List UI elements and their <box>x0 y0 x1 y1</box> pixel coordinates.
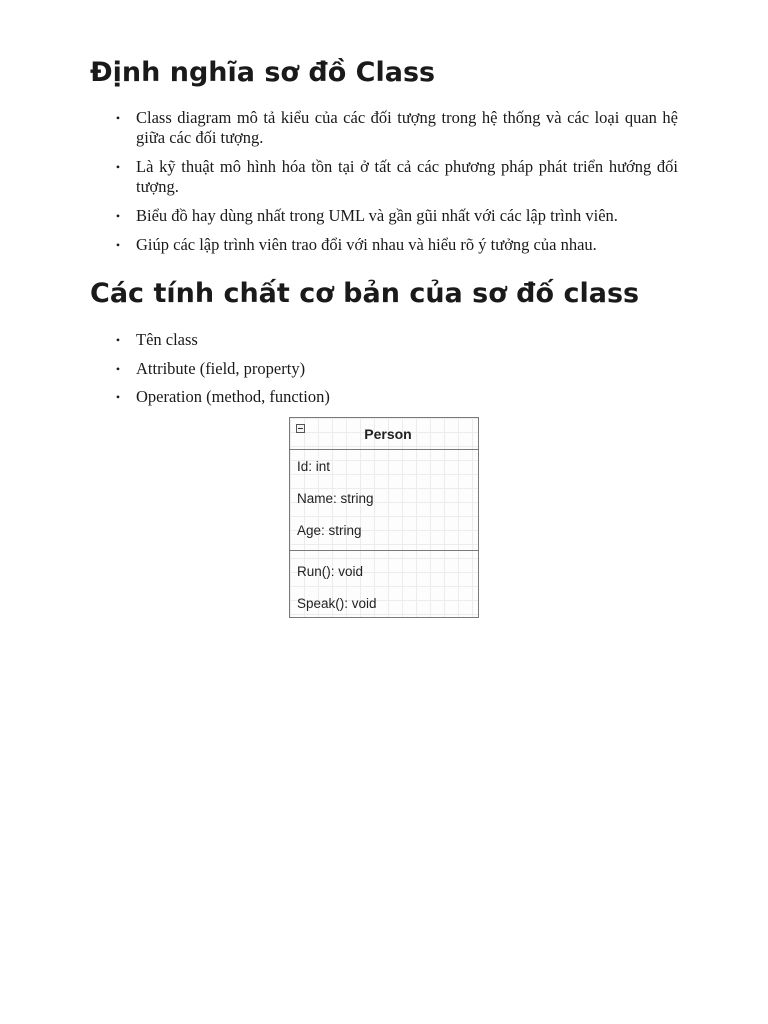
list-item-text: Là kỹ thuật mô hình hóa tồn tại ở tất cả các phương pháp phát triển hướng đối tượng. <box>136 157 678 196</box>
uml-attribute: Age: string <box>297 523 362 538</box>
bullet-icon: • <box>115 111 121 125</box>
list-item-text: Tên class <box>136 330 198 349</box>
list-item <box>112 359 678 379</box>
bullet-icon: • <box>115 238 121 252</box>
bullet-icon: • <box>115 333 121 347</box>
list-item-text: Biểu đồ hay dùng nhất trong UML và gần gũi nhất với các lập trình viên. <box>136 206 618 225</box>
uml-class-name: Person <box>364 426 412 442</box>
list-item <box>112 108 678 148</box>
uml-attributes-compartment <box>290 450 478 551</box>
list-item-text: Operation (method, function) <box>136 387 330 406</box>
list-item-text: Giúp các lập trình viên trao đổi với nhau và hiểu rõ ý tưởng của nhau. <box>136 235 597 254</box>
list-item <box>112 330 678 350</box>
section-heading-definition: Định nghĩa sơ đồ Class <box>90 57 436 88</box>
bullet-icon: • <box>115 160 121 174</box>
uml-operation: Speak(): void <box>297 596 377 611</box>
list-item <box>112 206 678 226</box>
uml-attribute: Id: int <box>297 459 331 474</box>
bullet-icon: • <box>115 390 121 404</box>
uml-class-header <box>290 418 478 450</box>
list-item <box>112 235 678 255</box>
list-item <box>112 157 678 197</box>
uml-operation: Run(): void <box>297 564 364 579</box>
uml-attribute: Name: string <box>297 491 374 506</box>
uml-operations-compartment <box>290 551 478 617</box>
bullet-icon: • <box>115 209 121 223</box>
list-item-text: Attribute (field, property) <box>136 358 306 378</box>
uml-class-diagram <box>289 417 479 618</box>
list-item-text: Class diagram mô tả kiểu của các đối tượng trong hệ thống và các loại quan hệ giữa các đối tượng. <box>136 108 678 147</box>
bullet-icon: • <box>115 361 121 376</box>
properties-bullet-list <box>112 330 678 416</box>
section-heading-properties: Các tính chất cơ bản của sơ đố class <box>90 278 640 309</box>
list-item <box>112 387 678 407</box>
definition-bullet-list <box>112 108 678 264</box>
